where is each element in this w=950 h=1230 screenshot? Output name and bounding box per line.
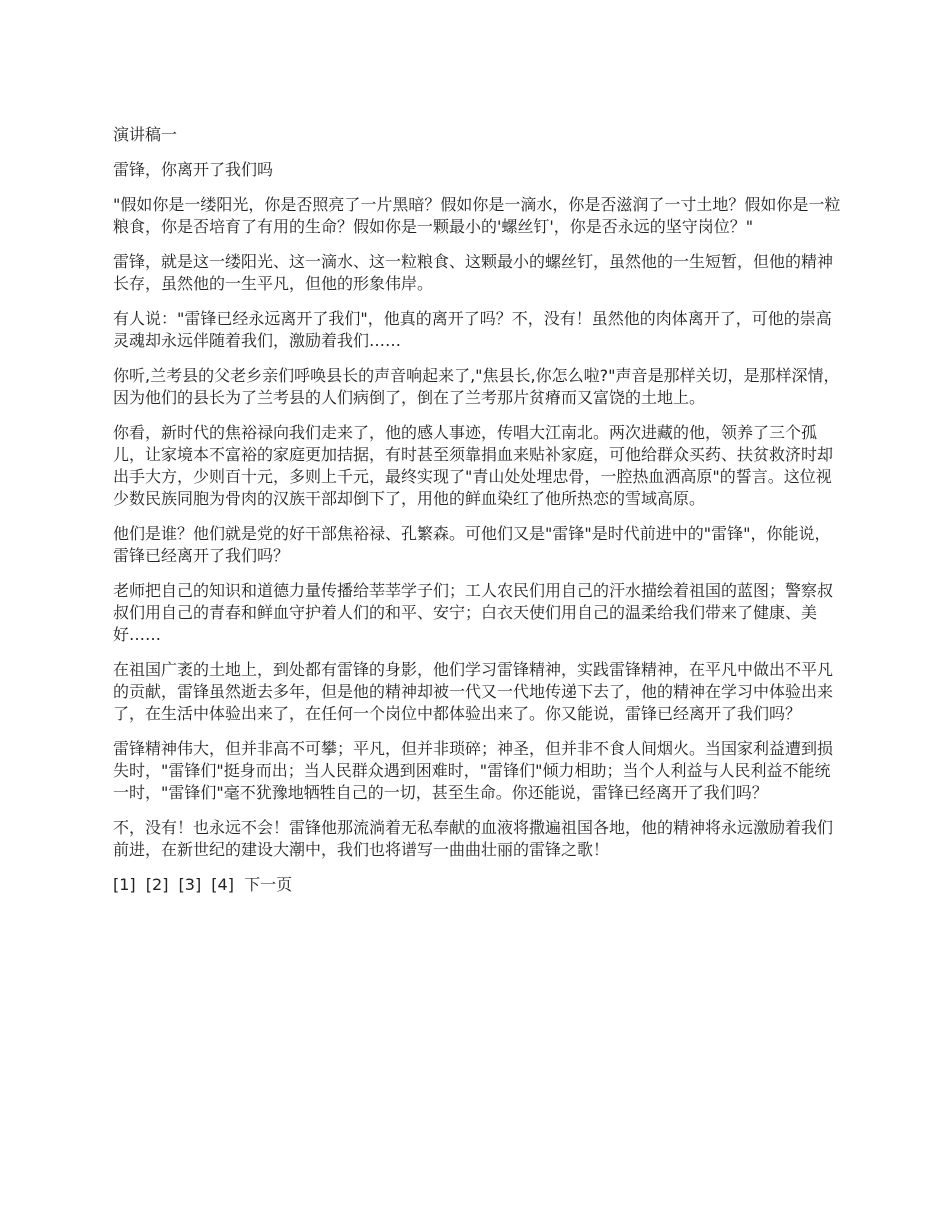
page-link-3[interactable]: [3] xyxy=(178,875,202,894)
paragraph-8: 在祖国广袤的土地上，到处都有雷锋的身影，他们学习雷锋精神，实践雷锋精神，在平凡中做出不平凡的贡献，雷锋虽然逝去多年，但是他的精神却被一代又一代地传递下去了，他的精神在学习中体验出来了，在生活中体验出来了，在任何一个岗位中都体验出来了。你又能说，雷锋已经离开了我们吗？ xyxy=(113,660,834,723)
paragraph-3: 有人说："雷锋已经永远离开了我们"，他真的离开了吗？不，没有！虽然他的肉体离开了，可他的崇高灵魂却永远伴随着我们，激励着我们…… xyxy=(113,309,832,350)
paragraph-10: 不，没有！也永远不会！雷锋他那流淌着无私奉献的血液将撒遍祖国各地，他的精神将永远激励着我们前进，在新世纪的建设大潮中，我们也将谱写一曲曲壮丽的雷锋之歌！ xyxy=(113,818,834,859)
page-link-1[interactable]: [1] xyxy=(113,875,136,894)
paragraph-4: 你听,兰考县的父老乡亲们呼唤县长的声音响起来了,"焦县长,你怎么啦?"声音是那样关切，是那样深情，因为他们的县长为了兰考县的人们病倒了，倒在了兰考那片贫瘠而又富饶的土地上。 xyxy=(113,366,840,407)
next-page-link[interactable]: 下一页 xyxy=(244,875,293,894)
pagination xyxy=(113,874,843,896)
paragraph-9: 雷锋精神伟大，但并非高不可攀；平凡，但并非琐碎；神圣，但并非不食人间烟火。当国家利益遭到损失时，"雷锋们"挺身而出；当人民群众遇到困难时，"雷锋们"倾力相助；当个人利益与人民利益不能统一时，"雷锋们"毫不犹豫地牺牲自己的一切，甚至生命。你还能说，雷锋已经离开了我们吗？ xyxy=(113,739,834,802)
page-link-4[interactable]: [4] xyxy=(211,875,234,894)
paragraph-2: 雷锋，就是这一缕阳光、这一滴水、这一粒粮食、这颗最小的螺丝钉，虽然他的一生短暂，但他的精神长存，虽然他的一生平凡，但他的形象伟岸。 xyxy=(113,252,834,293)
document-heading: 演讲稿一 xyxy=(113,125,178,144)
paragraph-1: "假如你是一缕阳光，你是否照亮了一片黑暗？假如你是一滴水，你是否滋润了一寸土地？假如你是一粒粮食，你是否培育了有用的生命？假如你是一颗最小的'螺丝钉'，你是否永远的坚守岗位？" xyxy=(113,195,841,236)
paragraph-5: 你看，新时代的焦裕禄向我们走来了，他的感人事迹，传唱大江南北。两次进藏的他，领养了三个孤儿，让家境本不富裕的家庭更加拮据，有时甚至须靠捐血来贴补家庭，可他给群众买药、扶贫救济时却出手大方，少则百十元，多则上千元，最终实现了"青山处处埋忠骨，一腔热血洒高原"的誓言。这位视少数民族同胞为骨肉的汉族干部却倒下了，用他的鲜血染红了他所热恋的雪域高原。 xyxy=(113,423,834,508)
paragraph-6: 他们是谁？他们就是党的好干部焦裕禄、孔繁森。可他们又是"雷锋"是时代前进中的"雷锋"，你能说，雷锋已经离开了我们吗？ xyxy=(113,524,831,565)
document-body xyxy=(113,124,843,909)
paragraph-7: 老师把自己的知识和道德力量传播给莘莘学子们；工人农民们用自己的汗水描绘着祖国的蓝图；警察叔叔们用自己的青春和鲜血守护着人们的和平、安宁；白衣天使们用自己的温柔给我们带来了健康、美好…… xyxy=(113,581,834,644)
page-link-2[interactable]: [2] xyxy=(145,875,169,894)
document-subtitle: 雷锋，你离开了我们吗 xyxy=(113,160,274,179)
